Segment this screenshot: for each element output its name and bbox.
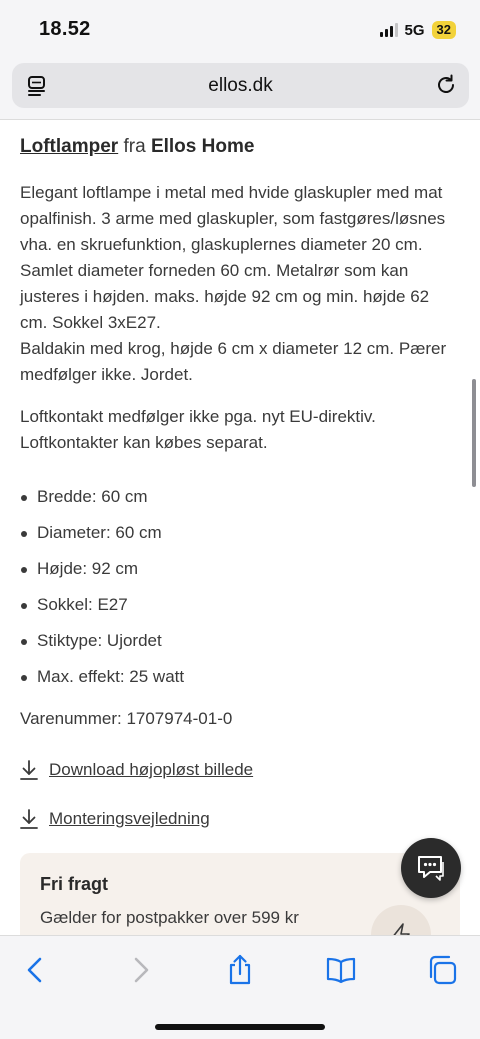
battery-level: 32 — [432, 21, 456, 39]
mounting-guide-label[interactable]: Monteringsvejledning — [49, 809, 210, 828]
browser-header — [0, 58, 480, 120]
scrollbar[interactable] — [472, 379, 476, 487]
status-time: 18.52 — [39, 18, 91, 40]
description-paragraph: Baldakin med krog, højde 6 cm x diameter 12 cm. Pærer medfølger ikke. Jordet. — [20, 339, 447, 384]
from-word: fra — [123, 136, 146, 157]
browser-toolbar — [0, 935, 480, 1039]
book-icon — [325, 954, 357, 986]
address-bar[interactable] — [12, 63, 469, 108]
url-text[interactable]: ellos.dk — [208, 75, 273, 96]
share-icon — [224, 954, 256, 986]
chevron-right-icon — [124, 954, 156, 986]
spec-item: Bredde: 60 cm — [20, 484, 184, 520]
product-description — [20, 180, 460, 388]
mounting-guide-link[interactable] — [20, 809, 210, 829]
spec-item: Diameter: 60 cm — [20, 520, 184, 556]
download-image-label[interactable]: Download højopløst billede — [49, 760, 254, 779]
brand-name: Ellos Home — [150, 136, 255, 157]
spec-item: Max. effekt: 25 watt — [20, 664, 184, 700]
spec-list — [20, 484, 184, 700]
spec-item: Stiktype: Ujordet — [20, 628, 184, 664]
chevron-left-icon — [20, 954, 52, 986]
lightning-badge — [371, 905, 431, 935]
chat-icon — [416, 854, 446, 882]
bookmarks-button[interactable] — [325, 954, 357, 986]
download-icon — [20, 809, 38, 829]
spec-item: Højde: 92 cm — [20, 556, 184, 592]
status-bar — [0, 0, 480, 58]
category-link[interactable]: Loftlamper — [20, 136, 119, 157]
tabs-icon — [426, 954, 458, 986]
network-type: 5G — [404, 21, 425, 39]
download-image-link[interactable] — [20, 760, 253, 780]
free-shipping-card — [20, 853, 460, 935]
status-indicators — [380, 21, 456, 39]
ceiling-switch-notice: Loftkontakt medfølger ikke pga. nyt EU-direktiv. Loftkontakter kan købes separat. — [20, 407, 376, 452]
brand-line — [20, 136, 254, 158]
lightning-icon — [389, 923, 413, 935]
home-indicator[interactable] — [155, 1024, 325, 1030]
forward-button[interactable] — [124, 954, 156, 986]
chat-button[interactable] — [401, 838, 461, 898]
reload-icon[interactable] — [435, 74, 457, 96]
card-title: Fri fragt — [40, 874, 109, 894]
share-button[interactable] — [224, 954, 256, 986]
download-icon — [20, 760, 38, 780]
back-button[interactable] — [20, 954, 52, 986]
card-text: Gælder for postpakker over 599 kr — [40, 908, 299, 927]
article-number: Varenummer: 1707974-01-0 — [20, 709, 233, 728]
signal-strength-icon — [380, 23, 398, 37]
page-content — [0, 120, 480, 935]
spec-item: Sokkel: E27 — [20, 592, 184, 628]
tabs-button[interactable] — [426, 954, 458, 986]
description-paragraph: Elegant loftlampe i metal med hvide glaskupler med mat opalfinish. 3 arme med glaskupler, som fastgøres/løsnes vha. en skruefunktion, glaskuplernes diameter 20 cm. Samlet diameter forneden 60 cm. Metalrør som kan justeres i højden. maks. højde 92 cm og min. højde 62 cm. Sokkel 3xE27. — [20, 183, 446, 332]
